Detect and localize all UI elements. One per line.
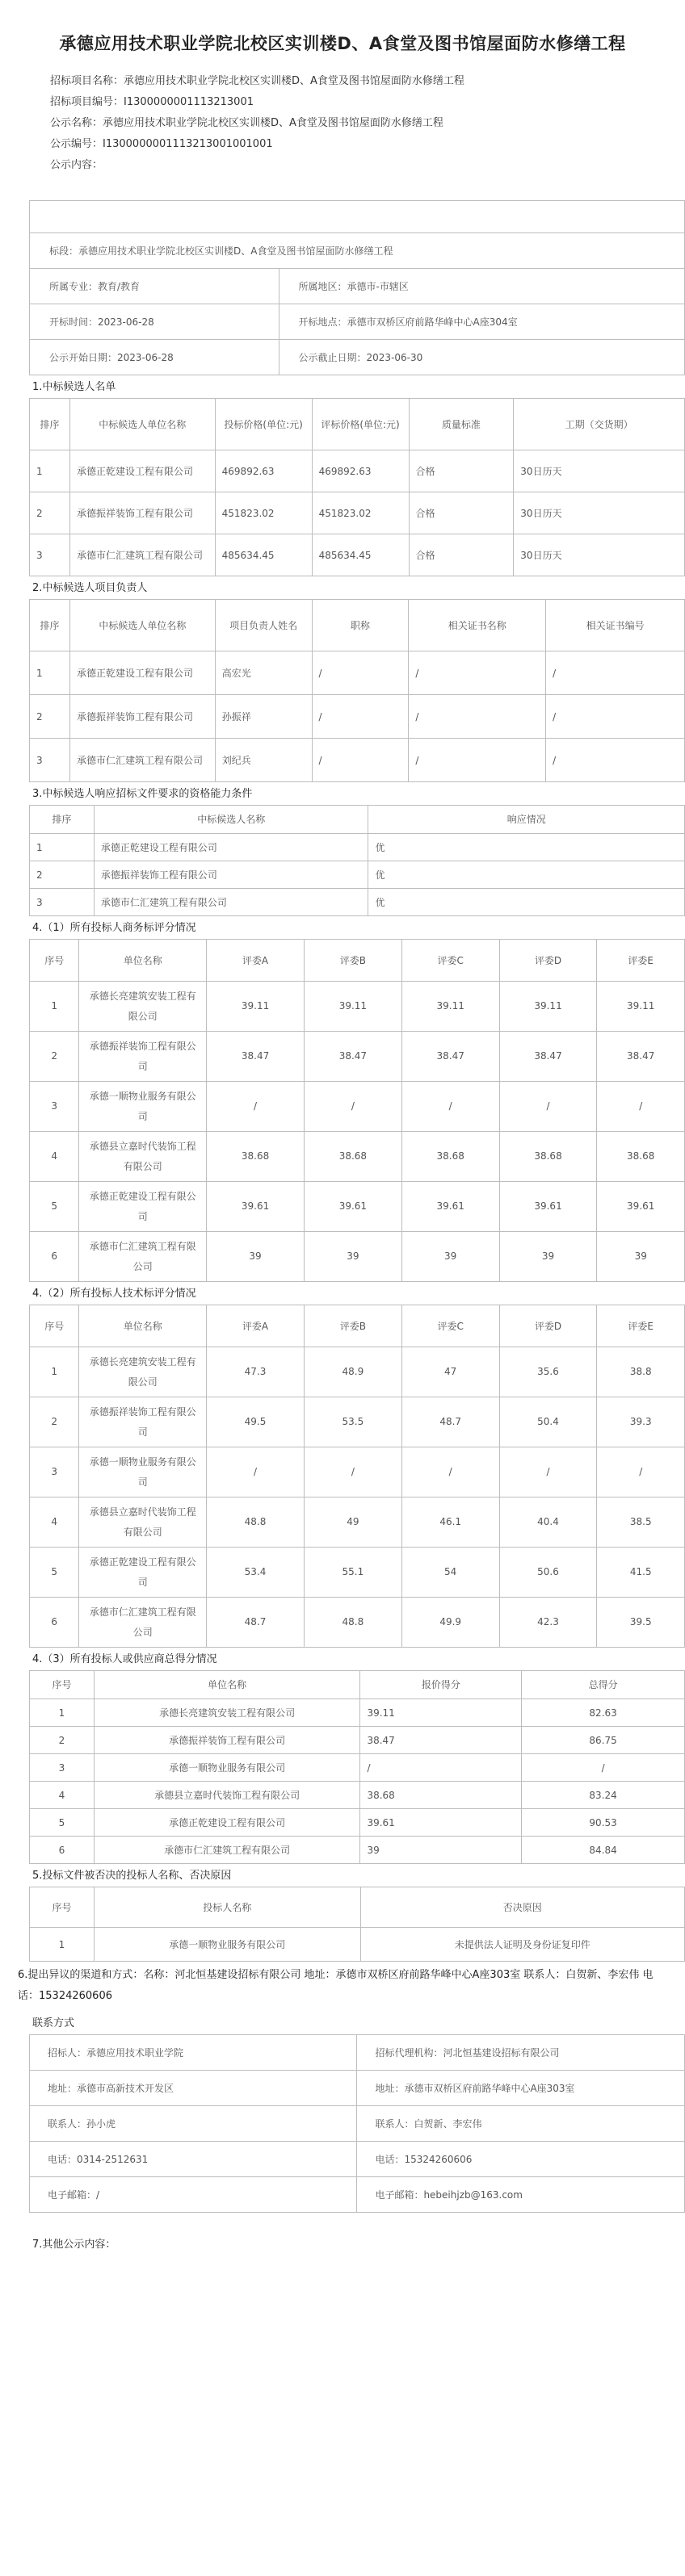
cell: 承德正乾建设工程有限公司	[94, 834, 368, 861]
cell: 优	[368, 861, 685, 889]
cell: 485634.45	[215, 534, 312, 576]
cell: 48.9	[304, 1347, 401, 1397]
header-judge-e: 评委E	[597, 1305, 685, 1347]
table-row	[30, 889, 685, 916]
section-4-2-title: 4.（2）所有投标人技术标评分情况	[32, 1288, 196, 1300]
cell: 38.68	[597, 1132, 685, 1182]
notice-content-label: 公示内容：	[50, 159, 103, 171]
header-unit: 中标候选人单位名称	[69, 399, 215, 450]
header-price-score: 报价得分	[360, 1671, 522, 1699]
cell: /	[207, 1447, 305, 1497]
cell: 承德振祥装饰工程有限公司	[79, 1397, 207, 1447]
cell: 50.6	[499, 1548, 597, 1598]
cell: 孙振祥	[215, 695, 312, 739]
cell: 41.5	[597, 1548, 685, 1598]
cell: 39.11	[499, 982, 597, 1032]
table-row	[30, 739, 685, 782]
cell: 50.4	[499, 1397, 597, 1447]
cell: /	[499, 1082, 597, 1132]
cell: /	[401, 1447, 499, 1497]
cell: 39.11	[401, 982, 499, 1032]
table-row	[30, 1548, 685, 1598]
cell: 469892.63	[312, 450, 409, 492]
table-row	[30, 1182, 685, 1232]
cell: 38.5	[597, 1497, 685, 1548]
cell: 38.68	[360, 1782, 522, 1809]
cell: 1	[30, 1699, 95, 1727]
contact-tenderer-person: 联系人：孙小虎	[30, 2106, 357, 2142]
cell: 90.53	[522, 1809, 685, 1837]
cell: 5	[30, 1548, 79, 1598]
header-candidate: 中标候选人名称	[94, 806, 368, 834]
page-title: 承德应用技术职业学院北校区实训楼D、A食堂及图书馆屋面防水修缮工程	[59, 34, 626, 53]
cell: 39.5	[597, 1598, 685, 1648]
cell: 1	[30, 982, 79, 1032]
header-rank: 排序	[30, 600, 70, 651]
cell: 3	[30, 1082, 79, 1132]
cell: 39.61	[499, 1182, 597, 1232]
cell: 39.11	[360, 1699, 522, 1727]
cell: 合格	[409, 492, 514, 534]
section-1-title: 1.中标候选人名单	[32, 381, 116, 393]
cell: 承德县立嘉时代装饰工程有限公司	[79, 1132, 207, 1182]
technical-score-table	[29, 1305, 685, 1648]
info-start-date: 公示开始日期：2023-06-28	[30, 340, 279, 375]
cell: /	[409, 739, 546, 782]
header-no: 序号	[30, 940, 79, 982]
cell: 35.6	[499, 1347, 597, 1397]
header-no: 序号	[30, 1305, 79, 1347]
cell: 30日历天	[514, 492, 685, 534]
cell: 38.47	[207, 1032, 305, 1082]
section-5-title: 5.投标文件被否决的投标人名称、否决原因	[32, 1870, 232, 1882]
cell: /	[304, 1447, 401, 1497]
contact-agency-phone: 电话：15324260606	[357, 2142, 685, 2177]
cell: 承德长亮建筑安装工程有限公司	[79, 1347, 207, 1397]
cell: /	[304, 1082, 401, 1132]
header-judge-c: 评委C	[401, 1305, 499, 1347]
cell: 38.68	[499, 1132, 597, 1182]
cell: 承德市仁汇建筑工程有限公司	[69, 739, 215, 782]
cell: 承德振祥装饰工程有限公司	[69, 695, 215, 739]
table-row	[30, 1232, 685, 1282]
candidates-table	[29, 398, 685, 576]
table-row	[30, 2177, 685, 2213]
cell: 优	[368, 889, 685, 916]
table-row	[30, 1727, 685, 1754]
table-row	[30, 1447, 685, 1497]
cell: 38.68	[207, 1132, 305, 1182]
cell: /	[546, 651, 685, 695]
info-open-time: 开标时间：2023-06-28	[30, 304, 279, 340]
cell: 38.47	[360, 1727, 522, 1754]
contact-table	[29, 2034, 685, 2213]
header-no: 序号	[30, 1887, 95, 1928]
table-row	[30, 1809, 685, 1837]
commercial-score-table	[29, 939, 685, 1282]
cell: 38.47	[401, 1032, 499, 1082]
cell: 承德正乾建设工程有限公司	[69, 651, 215, 695]
cell: 承德正乾建设工程有限公司	[94, 1809, 360, 1837]
cell: 3	[30, 739, 70, 782]
cell: 48.7	[207, 1598, 305, 1648]
table-row	[30, 1699, 685, 1727]
cell: 承德市仁汇建筑工程有限公司	[94, 889, 368, 916]
header-bidder: 投标人名称	[94, 1887, 360, 1928]
managers-table	[29, 599, 685, 782]
cell: 48.7	[401, 1397, 499, 1447]
table-row	[30, 982, 685, 1032]
cell: 2	[30, 695, 70, 739]
contact-agency-address: 地址：承德市双桥区府前路华峰中心A座303室	[357, 2071, 685, 2106]
info-table	[29, 200, 685, 375]
cell: 55.1	[304, 1548, 401, 1598]
cell: 承德市仁汇建筑工程有限公司	[69, 534, 215, 576]
contact-agency: 招标代理机构：河北恒基建设招标有限公司	[357, 2035, 685, 2071]
cell: /	[597, 1447, 685, 1497]
contact-tenderer-phone: 电话：0314-2512631	[30, 2142, 357, 2177]
cell: 4	[30, 1782, 95, 1809]
header-manager: 项目负责人姓名	[215, 600, 312, 651]
header-bid-price: 投标价格(单位:元)	[215, 399, 312, 450]
table-row	[30, 1132, 685, 1182]
table-row	[30, 1397, 685, 1447]
table-row	[30, 695, 685, 739]
header-judge-b: 评委B	[304, 940, 401, 982]
table-row	[30, 1032, 685, 1082]
cell: 1	[30, 450, 70, 492]
cell: 承德县立嘉时代装饰工程有限公司	[94, 1782, 360, 1809]
cell: 承德振祥装饰工程有限公司	[94, 1727, 360, 1754]
table-row	[30, 2035, 685, 2071]
section-3-title: 3.中标候选人响应招标文件要求的资格能力条件	[32, 788, 253, 800]
table-row	[30, 861, 685, 889]
section-2-title: 2.中标候选人项目负责人	[32, 582, 148, 594]
cell: 39.61	[401, 1182, 499, 1232]
cell: 39.3	[597, 1397, 685, 1447]
header-unit: 中标候选人单位名称	[69, 600, 215, 651]
cell: 83.24	[522, 1782, 685, 1809]
header-rank: 排序	[30, 399, 70, 450]
header-unit: 单位名称	[79, 940, 207, 982]
cell: 49	[304, 1497, 401, 1548]
table-row	[30, 1754, 685, 1782]
header-unit: 单位名称	[79, 1305, 207, 1347]
cell: 1	[30, 1347, 79, 1397]
cell: 承德市仁汇建筑工程有限公司	[79, 1232, 207, 1282]
objection-channel: 6.提出异议的渠道和方式：名称：河北恒基建设招标有限公司 地址：承德市双桥区府前路华峰中心A座303室 联系人：白贺新、李宏伟 电话：15324260606	[18, 1969, 653, 2002]
cell: /	[546, 695, 685, 739]
cell: 2	[30, 492, 70, 534]
tender-code: 招标项目编号：I1300000001113213001	[50, 96, 254, 108]
table-row	[30, 2106, 685, 2142]
cell: 5	[30, 1809, 95, 1837]
section-4-3-title: 4.（3）所有投标人或供应商总得分情况	[32, 1653, 217, 1665]
cell: 3	[30, 1447, 79, 1497]
table-row	[30, 450, 685, 492]
info-open-place: 开标地点：承德市双桥区府前路华峰中心A座304室	[279, 304, 684, 340]
table-row	[30, 1497, 685, 1548]
contact-tenderer-address: 地址：承德市高新技术开发区	[30, 2071, 357, 2106]
header-judge-b: 评委B	[304, 1305, 401, 1347]
cell: 承德一顺物业服务有限公司	[94, 1754, 360, 1782]
header-unit: 单位名称	[94, 1671, 360, 1699]
table-row	[30, 834, 685, 861]
header-cert-no: 相关证书编号	[546, 600, 685, 651]
header-judge-a: 评委A	[207, 940, 305, 982]
cell: 未提供法人证明及身份证复印件	[360, 1928, 685, 1962]
cell: 承德正乾建设工程有限公司	[69, 450, 215, 492]
cell: /	[409, 651, 546, 695]
info-region: 所属地区：承德市-市辖区	[279, 269, 684, 304]
tender-name: 招标项目名称：承德应用技术职业学院北校区实训楼D、A食堂及图书馆屋面防水修缮工程	[50, 75, 464, 87]
cell: 39	[360, 1837, 522, 1864]
cell: 47.3	[207, 1347, 305, 1397]
cell: 承德市仁汇建筑工程有限公司	[79, 1598, 207, 1648]
cell: 4	[30, 1497, 79, 1548]
cell: 6	[30, 1232, 79, 1282]
cell: /	[312, 739, 409, 782]
cell: 承德正乾建设工程有限公司	[79, 1182, 207, 1232]
cell: 承德一顺物业服务有限公司	[79, 1447, 207, 1497]
notice-meta	[15, 71, 670, 176]
cell: 2	[30, 1032, 79, 1082]
contact-tenderer-email: 电子邮箱：/	[30, 2177, 357, 2213]
info-industry: 所属专业：教育/教育	[30, 269, 279, 304]
cell: /	[522, 1754, 685, 1782]
section-4-1-title: 4.（1）所有投标人商务标评分情况	[32, 922, 196, 934]
cell: 承德县立嘉时代装饰工程有限公司	[79, 1497, 207, 1548]
contact-agency-email: 电子邮箱：hebeihjzb@163.com	[357, 2177, 685, 2213]
header-title: 职称	[312, 600, 409, 651]
header-quality: 质量标准	[409, 399, 514, 450]
header-period: 工期（交货期）	[514, 399, 685, 450]
cell: /	[499, 1447, 597, 1497]
table-row	[30, 1598, 685, 1648]
header-eval-price: 评标价格(单位:元)	[312, 399, 409, 450]
other-content-label: 7.其他公示内容：	[32, 2239, 116, 2251]
cell: 39	[597, 1232, 685, 1282]
cell: 39.61	[207, 1182, 305, 1232]
cell: 47	[401, 1347, 499, 1397]
info-blank-row	[30, 201, 685, 233]
cell: 39	[499, 1232, 597, 1282]
contact-tenderer: 招标人：承德应用技术职业学院	[30, 2035, 357, 2071]
info-end-date: 公示截止日期：2023-06-30	[279, 340, 684, 375]
table-row	[30, 1082, 685, 1132]
cell: 46.1	[401, 1497, 499, 1548]
info-section: 标段：承德应用技术职业学院北校区实训楼D、A食堂及图书馆屋面防水修缮工程	[30, 233, 685, 269]
cell: 40.4	[499, 1497, 597, 1548]
cell: 承德一顺物业服务有限公司	[79, 1082, 207, 1132]
cell: 49.5	[207, 1397, 305, 1447]
contact-agency-person: 联系人：白贺新、李宏伟	[357, 2106, 685, 2142]
cell: 39.61	[304, 1182, 401, 1232]
cell: 承德振祥装饰工程有限公司	[94, 861, 368, 889]
cell: 高宏光	[215, 651, 312, 695]
cell: 39.61	[360, 1809, 522, 1837]
cell: 53.5	[304, 1397, 401, 1447]
cell: 39.11	[207, 982, 305, 1032]
cell: 53.4	[207, 1548, 305, 1598]
cell: 38.47	[597, 1032, 685, 1082]
cell: 469892.63	[215, 450, 312, 492]
cell: 48.8	[304, 1598, 401, 1648]
cell: 54	[401, 1548, 499, 1598]
cell: 合格	[409, 450, 514, 492]
table-row	[30, 651, 685, 695]
cell: 承德长亮建筑安装工程有限公司	[94, 1699, 360, 1727]
cell: 42.3	[499, 1598, 597, 1648]
cell: 承德正乾建设工程有限公司	[79, 1548, 207, 1598]
cell: 39	[207, 1232, 305, 1282]
cell: 合格	[409, 534, 514, 576]
cell: 30日历天	[514, 450, 685, 492]
cell: 451823.02	[312, 492, 409, 534]
table-row	[30, 2142, 685, 2177]
cell: 6	[30, 1598, 79, 1648]
cell: 38.68	[304, 1132, 401, 1182]
cell: 承德长亮建筑安装工程有限公司	[79, 982, 207, 1032]
table-row	[30, 2071, 685, 2106]
notice-name: 公示名称：承德应用技术职业学院北校区实训楼D、A食堂及图书馆屋面防水修缮工程	[50, 117, 443, 129]
cell: /	[360, 1754, 522, 1782]
cell: 38.8	[597, 1347, 685, 1397]
cell: /	[409, 695, 546, 739]
cell: 3	[30, 1754, 95, 1782]
cell: /	[207, 1082, 305, 1132]
cell: 刘纪兵	[215, 739, 312, 782]
cell: 3	[30, 889, 95, 916]
cell: 39	[304, 1232, 401, 1282]
cell: 优	[368, 834, 685, 861]
cell: 84.84	[522, 1837, 685, 1864]
cell: 2	[30, 1727, 95, 1754]
cell: /	[312, 695, 409, 739]
cell: 39.11	[597, 982, 685, 1032]
cell: 4	[30, 1132, 79, 1182]
header-reason: 否决原因	[360, 1887, 685, 1928]
header-judge-e: 评委E	[597, 940, 685, 982]
header-total-score: 总得分	[522, 1671, 685, 1699]
cell: 2	[30, 861, 95, 889]
table-row	[30, 492, 685, 534]
cell: 3	[30, 534, 70, 576]
cell: 6	[30, 1837, 95, 1864]
cell: /	[401, 1082, 499, 1132]
rejected-table	[29, 1887, 685, 1962]
header-rank: 排序	[30, 806, 95, 834]
header-judge-d: 评委D	[499, 940, 597, 982]
qualification-table	[29, 805, 685, 916]
cell: 1	[30, 651, 70, 695]
cell: 承德振祥装饰工程有限公司	[79, 1032, 207, 1082]
cell: 承德市仁汇建筑工程有限公司	[94, 1837, 360, 1864]
cell: 38.47	[304, 1032, 401, 1082]
cell: /	[312, 651, 409, 695]
cell: 30日历天	[514, 534, 685, 576]
total-score-table	[29, 1670, 685, 1864]
header-response: 响应情况	[368, 806, 685, 834]
cell: 1	[30, 834, 95, 861]
header-no: 序号	[30, 1671, 95, 1699]
table-row	[30, 1782, 685, 1809]
header-cert-name: 相关证书名称	[409, 600, 546, 651]
notice-code: 公示编号：I1300000001113213001001001	[50, 138, 273, 150]
header-judge-a: 评委A	[207, 1305, 305, 1347]
cell: 2	[30, 1397, 79, 1447]
cell: /	[546, 739, 685, 782]
table-row	[30, 1928, 685, 1962]
cell: 39	[401, 1232, 499, 1282]
table-row	[30, 1347, 685, 1397]
cell: 38.47	[499, 1032, 597, 1082]
cell: 451823.02	[215, 492, 312, 534]
cell: 39.11	[304, 982, 401, 1032]
cell: 1	[30, 1928, 95, 1962]
cell: 86.75	[522, 1727, 685, 1754]
cell: 承德一顺物业服务有限公司	[94, 1928, 360, 1962]
cell: 39.61	[597, 1182, 685, 1232]
contact-title: 联系方式	[32, 2017, 75, 2029]
table-row	[30, 534, 685, 576]
cell: 49.9	[401, 1598, 499, 1648]
table-row	[30, 1837, 685, 1864]
cell: 承德振祥装饰工程有限公司	[69, 492, 215, 534]
cell: 48.8	[207, 1497, 305, 1548]
cell: 485634.45	[312, 534, 409, 576]
cell: 38.68	[401, 1132, 499, 1182]
cell: /	[597, 1082, 685, 1132]
header-judge-d: 评委D	[499, 1305, 597, 1347]
header-judge-c: 评委C	[401, 940, 499, 982]
cell: 5	[30, 1182, 79, 1232]
cell: 82.63	[522, 1699, 685, 1727]
